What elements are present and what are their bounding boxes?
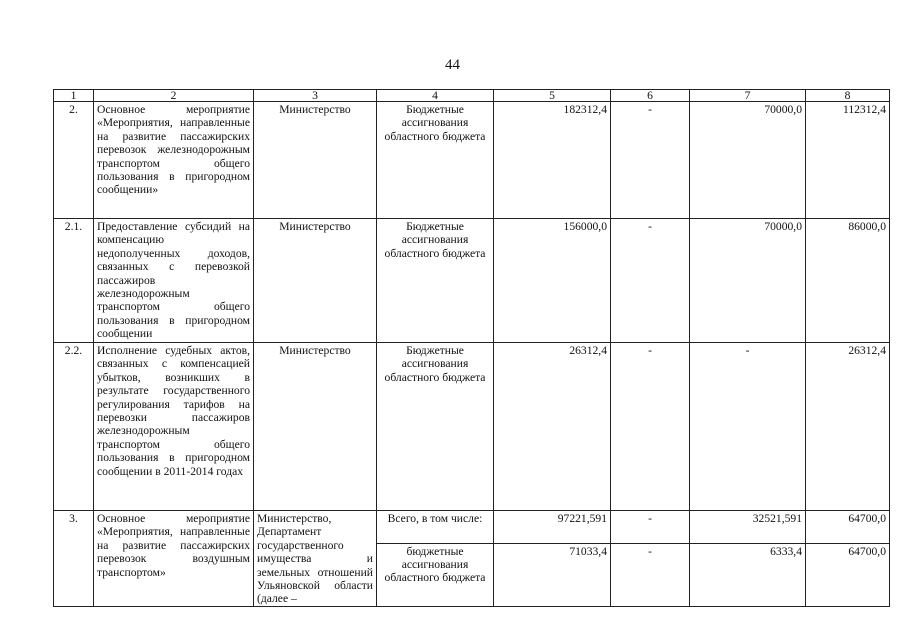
column-header: 6: [611, 90, 690, 102]
executor: Министерство: [254, 219, 377, 343]
column-header: 7: [690, 90, 806, 102]
column-7-value: 6333,4: [690, 543, 806, 606]
column-header: 2: [94, 90, 254, 102]
measure-description: Исполнение судебных актов, связанных с компенсацией убытков, возникших в результате государственного регулирования тарифов на перевозки пассажиров железнодорожным транспортом общего пользования в пригородном сообщении в 2011-2014 годах: [94, 343, 254, 511]
column-8-value: 112312,4: [806, 102, 890, 219]
column-8-value: 64700,0: [806, 543, 890, 606]
executor: Министерство, Департамент государственного имущества и земельных отношений Ульяновской области (далее –: [254, 511, 377, 607]
total-amount: 182312,4: [494, 102, 611, 219]
row-number: 3.: [54, 511, 94, 607]
column-7-value: 70000,0: [690, 102, 806, 219]
row-number: 2.1.: [54, 219, 94, 343]
funding-source: Бюджетные ассигнования областного бюджета: [377, 219, 494, 343]
column-6-value: -: [611, 102, 690, 219]
column-header: 4: [377, 90, 494, 102]
column-header: 3: [254, 90, 377, 102]
executor: Министерство: [254, 343, 377, 511]
funding-source: Бюджетные ассигнования областного бюджета: [377, 102, 494, 219]
column-6-value: -: [611, 343, 690, 511]
table-row: [54, 219, 890, 343]
row-number: 2.: [54, 102, 94, 219]
table-row: [54, 511, 890, 544]
header-row: [54, 90, 890, 102]
page-number: 44: [445, 57, 460, 73]
table-row: [54, 102, 890, 219]
column-6-value: -: [611, 219, 690, 343]
column-8-value: 26312,4: [806, 343, 890, 511]
executor: Министерство: [254, 102, 377, 219]
column-6-value: -: [611, 543, 690, 606]
column-8-value: 86000,0: [806, 219, 890, 343]
measure-description: Основное мероприятие «Мероприятия, направленные на развитие пассажирских перевозок железнодорожным транспортом общего пользования в пригородном сообщении»: [94, 102, 254, 219]
total-amount: 156000,0: [494, 219, 611, 343]
measure-description: Предоставление субсидий на компенсацию недополученных доходов, связанных с перевозкой пассажиров железнодорожным транспортом общего пользования в пригородном сообщении: [94, 219, 254, 343]
column-7-value: 70000,0: [690, 219, 806, 343]
table-row: [54, 343, 890, 511]
column-8-value: 64700,0: [806, 511, 890, 544]
column-7-value: -: [690, 343, 806, 511]
row-number: 2.2.: [54, 343, 94, 511]
total-amount: 26312,4: [494, 343, 611, 511]
column-header: 1: [54, 90, 94, 102]
column-7-value: 32521,591: [690, 511, 806, 544]
column-header: 5: [494, 90, 611, 102]
funding-source: Бюджетные ассигнования областного бюджета: [377, 343, 494, 511]
funding-source: Всего, в том числе:: [377, 511, 494, 544]
total-amount: 97221,591: [494, 511, 611, 544]
funding-source: бюджетные ассигнования областного бюджета: [377, 543, 494, 606]
total-amount: 71033,4: [494, 543, 611, 606]
column-6-value: -: [611, 511, 690, 544]
measure-description: Основное мероприятие «Мероприятия, направленные на развитие пассажирских перевозок воздушным транспортом»: [94, 511, 254, 607]
column-header: 8: [806, 90, 890, 102]
budget-table: [53, 89, 890, 607]
